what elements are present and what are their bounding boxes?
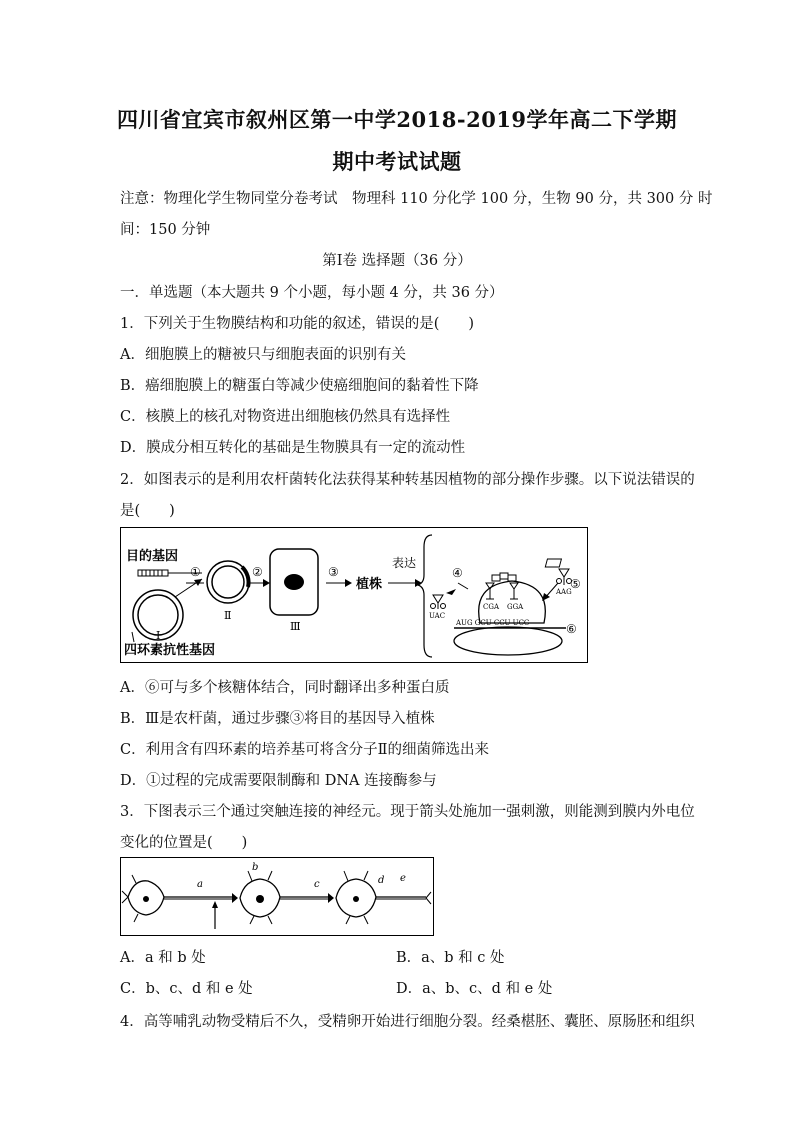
neuron-figure xyxy=(120,857,434,936)
anticodon-left: UAC xyxy=(429,612,446,620)
q3-option-c: C．b、c、d 和 e 处 xyxy=(120,981,253,997)
q3-stem-line2: 变化的位置是( ) xyxy=(120,835,248,851)
step-1-label: ① xyxy=(190,565,201,579)
q1-option-a: A．细胞膜上的糖被只与细胞表面的识别有关 xyxy=(120,347,406,363)
q3-option-a: A．a 和 b 处 xyxy=(120,950,206,966)
q3-option-b: B．a、b 和 c 处 xyxy=(396,950,505,966)
q2-option-b: B．Ⅲ是农杆菌，通过步骤③将目的基因导入植株 xyxy=(120,711,435,727)
plasmid-1-label: Ⅰ xyxy=(156,629,161,642)
mrna-codons: AUG GCU CCU UCC xyxy=(456,619,530,627)
q2-stem-line1: 2．如图表示的是利用农杆菌转化法获得某种转基因植物的部分操作步骤。以下说法错误的 xyxy=(120,472,695,488)
q1-option-d: D．膜成分相互转化的基础是生物膜具有一定的流动性 xyxy=(120,440,466,456)
plasmid-2-label: Ⅱ xyxy=(224,609,232,622)
plant-label: 植株 xyxy=(356,577,383,592)
q1-option-b: B．癌细胞膜上的糖蛋白等减少使癌细胞间的黏着性下降 xyxy=(120,378,479,394)
exam-note-line1: 注意：物理化学生物同堂分卷考试 物理科 110 分化学 100 分，生物 90 分，共 300 分 时 xyxy=(120,191,713,207)
section-title: 第Ⅰ卷 选择题（36 分） xyxy=(322,253,472,269)
anticodon-right: AAG xyxy=(556,588,572,596)
q4-stem-line1: 4．高等哺乳动物受精后不久，受精卵开始进行细胞分裂。经桑椹胚、囊胚、原肠胚和组织 xyxy=(120,1014,695,1030)
part-heading: 一．单选题（本大题共 9 个小题，每小题 4 分，共 36 分） xyxy=(120,285,504,301)
brace xyxy=(418,535,432,657)
exam-note-line2: 间：150 分钟 xyxy=(120,222,211,238)
q1-option-c: C．核膜上的核孔对物资进出细胞核仍然具有选择性 xyxy=(120,409,451,425)
step-5-label: ⑤ xyxy=(570,577,581,591)
q2-stem-line2: 是( ) xyxy=(120,503,175,519)
transgenic-plant-figure xyxy=(120,527,588,663)
point-c-label: c xyxy=(314,879,320,890)
synapse-1 xyxy=(232,893,238,903)
document-title-line2: 期中考试试题 xyxy=(332,149,462,174)
q2-option-c: C．利用含有四环素的培养基可将含分子Ⅱ的细菌筛选出来 xyxy=(120,742,489,758)
resistance-gene-label: 四环素抗性基因 xyxy=(124,643,216,658)
step-3-label: ③ xyxy=(328,565,339,579)
step-4-label: ④ xyxy=(452,566,463,580)
trna-left xyxy=(433,595,443,609)
cell-3-label: Ⅲ xyxy=(290,620,301,633)
point-a-label: a xyxy=(197,879,203,890)
q2-option-a: A．⑥可与多个核糖体结合，同时翻译出多种蛋白质 xyxy=(120,680,450,696)
point-d-label: d xyxy=(378,875,385,886)
express-label: 表达 xyxy=(392,556,417,570)
document-title-line1: 四川省宜宾市叙州区第一中学2018-2019学年高二下学期 xyxy=(116,107,678,132)
step-2-label: ② xyxy=(252,565,263,579)
synapse-2 xyxy=(328,893,334,903)
trna-codon-2: GGA xyxy=(507,603,524,611)
step-6-label: ⑥ xyxy=(566,622,577,636)
point-e-label: e xyxy=(400,873,406,884)
q2-option-d: D．①过程的完成需要限制酶和 DNA 连接酶参与 xyxy=(120,773,437,789)
point-b-label: b xyxy=(252,862,259,873)
ribosome-small-subunit xyxy=(454,627,562,655)
q3-option-d: D．a、b、c、d 和 e 处 xyxy=(396,981,553,997)
target-gene-label: 目的基因 xyxy=(126,549,179,564)
trna-codon-1: CGA xyxy=(483,603,500,611)
q3-stem-line1: 3．下图表示三个通过突触连接的神经元。现于箭头处施加一强刺激，则能测到膜内外电位 xyxy=(120,804,695,820)
q1-stem: 1．下列关于生物膜结构和功能的叙述，错误的是( ) xyxy=(120,316,475,332)
